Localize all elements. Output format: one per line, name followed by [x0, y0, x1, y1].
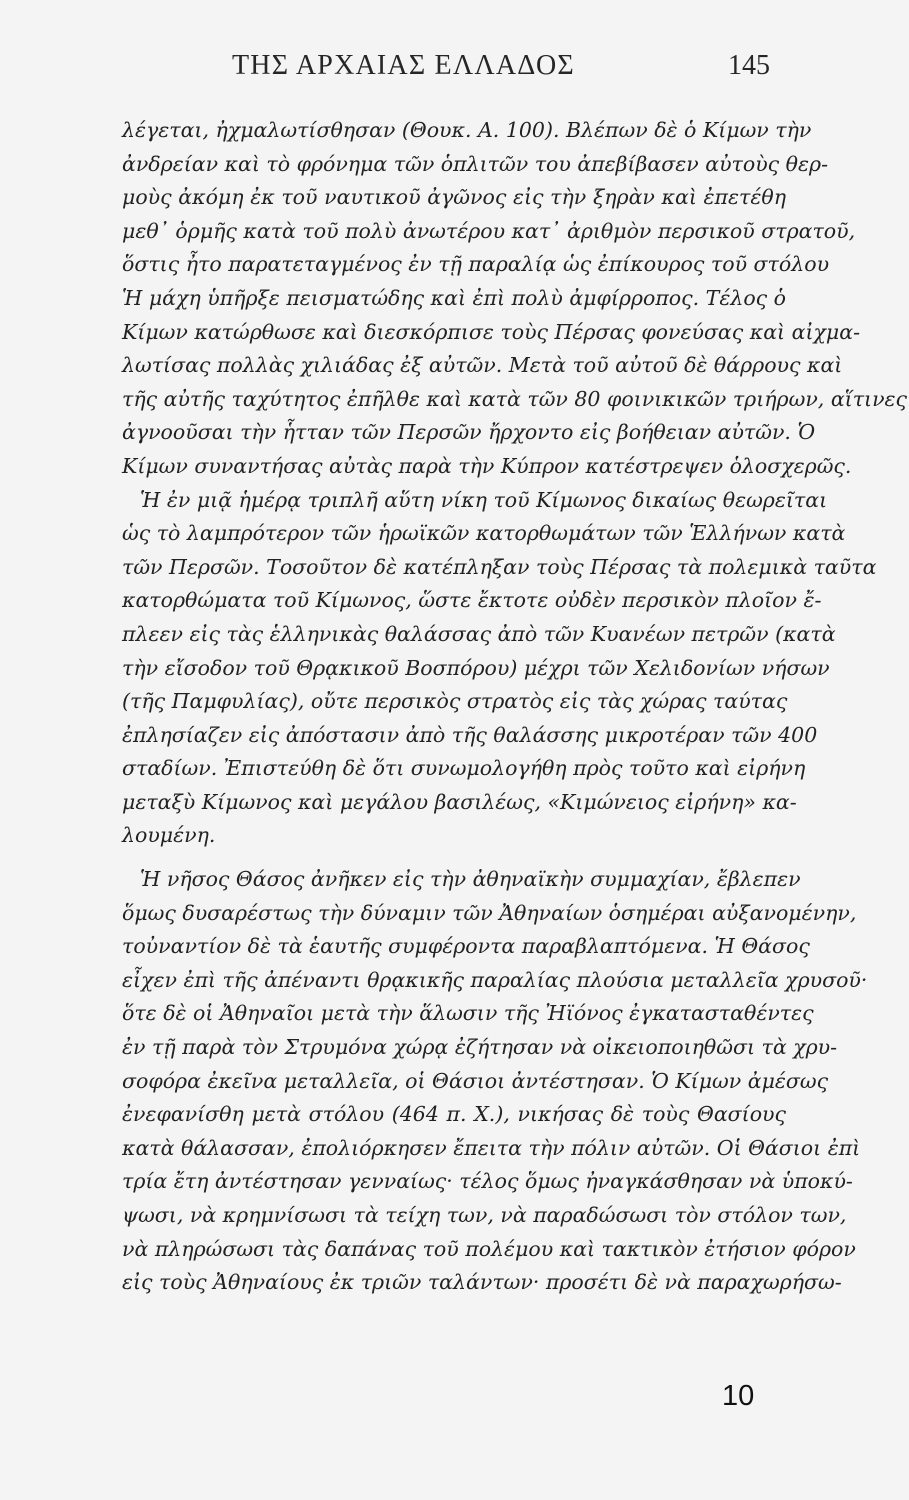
text-line: σοφόρα ἐκεῖνα μεταλλεῖα, οἱ Θάσιοι ἀντέστησαν. Ὁ Κίμων ἀμέσως — [122, 1068, 829, 1093]
text-line: ὅμως δυσαρέστως τὴν δύναμιν τῶν Ἀθηναίων ὁσημέραι αὐξανομένην, — [122, 900, 857, 925]
text-line: τοὐναντίον δὲ τὰ ἑαυτῆς συμφέροντα παραβλαπτόμενα. Ἡ Θάσος — [122, 934, 810, 959]
text-line: κατὰ θάλασσαν, ἐπολιόρκησεν ἔπειτα τὴν πόλιν αὐτῶν. Οἱ Θάσιοι ἐπὶ — [122, 1135, 861, 1160]
text-line: εἰς τοὺς Ἀθηναίους ἐκ τριῶν ταλάντων· προσέτι δὲ νὰ παραχωρήσω- — [122, 1270, 842, 1295]
running-head: ΤΗΣ ΑΡΧΑΙΑΣ ΕΛΛΑΔΟΣ — [232, 50, 575, 81]
text-line: Ἡ νῆσος Θάσος ἀνῆκεν εἰς τὴν ἀθηναϊκὴν συμμαχίαν, ἔβλεπεν — [140, 867, 801, 892]
text-line: Ἡ ἐν μιᾷ ἡμέρᾳ τριπλῆ αὕτη νίκη τοῦ Κίμωνος δικαίως θεωρεῖται — [140, 487, 828, 512]
page-header — [0, 50, 909, 90]
text-line: κατορθώματα τοῦ Κίμωνος, ὥστε ἔκτοτε οὐδὲν περσικὸν πλοῖον ἔ- — [122, 588, 822, 613]
text-line: τὴν εἴσοδον τοῦ Θρᾳκικοῦ Βοσπόρου) μέχρι τῶν Χελιδονίων νήσων — [122, 655, 830, 680]
text-line: Ἡ μάχη ὑπῆρξε πεισματώδης καὶ ἐπὶ πολὺ ἀμφίρροπος. Τέλος ὁ — [122, 285, 787, 310]
text-line: μοὺς ἀκόμη ἐκ τοῦ ναυτικοῦ ἀγῶνος εἰς τὴν ξηρὰν καὶ ἐπετέθη — [122, 185, 786, 210]
text-line: ὅστις ἦτο παρατεταγμένος ἐν τῇ παραλίᾳ ὡς ἐπίκουρος τοῦ στόλου — [122, 252, 830, 277]
text-line: λουμένη. — [122, 823, 216, 848]
text-line: μεθ᾽ ὁρμῆς κατὰ τοῦ πολὺ ἀνωτέρου κατ᾽ ἀριθμὸν περσικοῦ στρατοῦ, — [122, 218, 856, 243]
text-line: νὰ πληρώσωσι τὰς δαπάνας τοῦ πολέμου καὶ τακτικὸν ἐτήσιον φόρον — [122, 1236, 856, 1261]
body-text — [122, 114, 908, 1300]
text-line: ὡς τὸ λαμπρότερον τῶν ἡρωϊκῶν κατορθωμάτων τῶν Ἑλλήνων κατὰ — [122, 521, 846, 546]
text-line: μεταξὺ Κίμωνος καὶ μεγάλου βασιλέως, «Κιμώνειος εἰρήνη» κα- — [122, 789, 797, 814]
text-line: ἐνεφανίσθη μετὰ στόλου (464 π. Χ.), νικήσας δὲ τοὺς Θασίους — [122, 1102, 786, 1127]
text-line: ἐπλησίαζεν εἰς ἀπόστασιν ἀπὸ τῆς θαλάσσης μικροτέραν τῶν 400 — [122, 722, 818, 747]
text-line: ἀνδρείαν καὶ τὸ φρόνημα τῶν ὁπλιτῶν του ἀπεβίβασεν αὐτοὺς θερ- — [122, 151, 828, 176]
signature-mark: 10 — [722, 1380, 755, 1412]
paragraph-spacer — [122, 853, 786, 863]
page-number: 145 — [728, 50, 770, 81]
text-line: πλεεν εἰς τὰς ἑλληνικὰς θαλάσσας ἀπὸ τῶν Κυανέων πετρῶν (κατὰ — [122, 621, 836, 646]
text-line: τρία ἔτη ἀντέστησαν γενναίως· τέλος ὅμως ἠναγκάσθησαν νὰ ὑποκύ- — [122, 1169, 853, 1194]
text-line: λέγεται, ἠχμαλωτίσθησαν (Θουκ. Α. 100). Βλέπων δὲ ὁ Κίμων τὴν — [122, 118, 812, 142]
text-line: ὅτε δὲ οἱ Ἀθηναῖοι μετὰ τὴν ἅλωσιν τῆς Ἠϊόνος ἐγκατασταθέντες — [122, 1001, 814, 1026]
text-line: εἶχεν ἐπὶ τῆς ἀπέναντι θρᾳκικῆς παραλίας πλούσια μεταλλεῖα χρυσοῦ· — [122, 967, 868, 992]
text-line: σταδίων. Ἐπιστεύθη δὲ ὅτι συνωμολογήθη πρὸς τοῦτο καὶ εἰρήνη — [122, 756, 806, 781]
text-line: τῆς αὐτῆς ταχύτητος ἐπῆλθε καὶ κατὰ τῶν 80 φοινικικῶν τριήρων, αἵτινες — [122, 386, 908, 411]
paragraph — [122, 863, 868, 1300]
text-line: Κίμων κατώρθωσε καὶ διεσκόρπισε τοὺς Πέρσας φονεύσας καὶ αἰχμα- — [122, 319, 861, 344]
paragraph — [122, 484, 877, 854]
text-line: (τῆς Παμφυλίας), οὔτε περσικὸς στρατὸς εἰς τὰς χώρας ταύτας — [122, 689, 788, 714]
text-line: ἀγνοοῦσαι τὴν ἧτταν τῶν Περσῶν ἤρχοντο εἰς βοήθειαν αὐτῶν. Ὁ — [122, 420, 816, 445]
text-line: λωτίσας πολλὰς χιλιάδας ἐξ αὐτῶν. Μετὰ τοῦ αὐτοῦ δὲ θάρρους καὶ — [122, 353, 843, 378]
text-line: ἐν τῇ παρὰ τὸν Στρυμόνα χώρᾳ ἐζήτησαν νὰ οἰκειοποιηθῶσι τὰ χρυ- — [122, 1035, 838, 1060]
text-line: ψωσι, νὰ κρημνίσωσι τὰ τείχη των, νὰ παραδώσωσι τὸν στόλον των, — [122, 1203, 847, 1227]
paragraph — [122, 114, 908, 484]
text-line: τῶν Περσῶν. Τοσοῦτον δὲ κατέπληξαν τοὺς Πέρσας τὰ πολεμικὰ ταῦτα — [122, 554, 877, 579]
text-line: Κίμων συναντήσας αὐτὰς παρὰ τὴν Κύπρον κατέστρεψεν ὁλοσχερῶς. — [122, 453, 852, 478]
